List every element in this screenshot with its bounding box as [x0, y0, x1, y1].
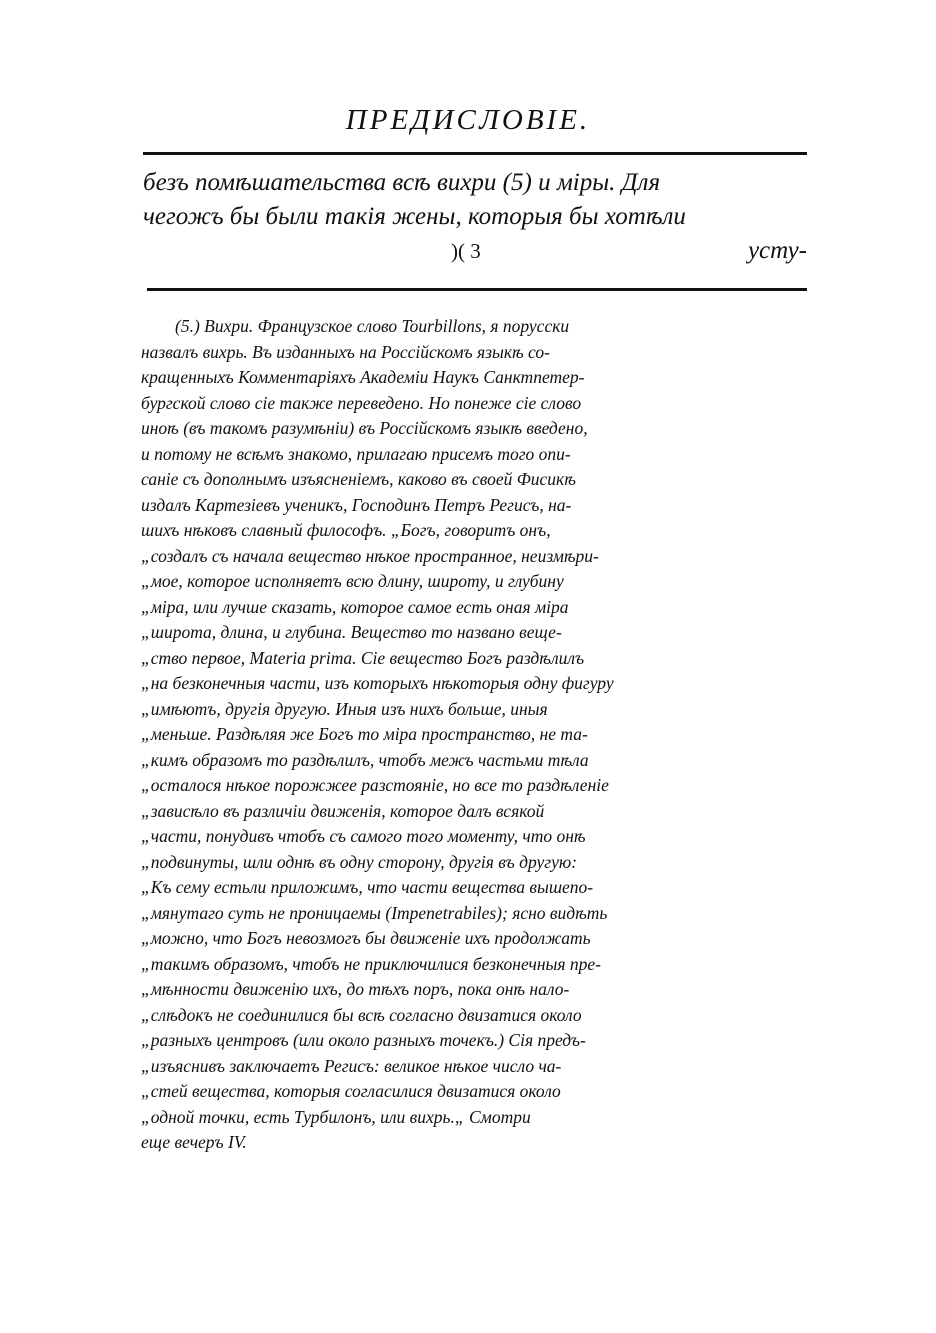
footnote-line: [141, 620, 807, 646]
main-text-line-1-text: безъ помѣшательства всѣ вихри (5) и міры. Для: [143, 169, 661, 196]
footnote-line-text: кращенныхъ Комментаріяхъ Академіи Наукъ Санктпетер-: [141, 367, 585, 387]
footnote-line-text: „зависѣло въ различіи движенія, которое далъ всякой: [141, 800, 545, 821]
footnote-line-text: „такимъ образомъ, чтобъ не приключилися безконечныя пре-: [141, 953, 601, 974]
footnote-line-text: „осталося нѣкое порожжее разстояніе, но все то раздѣленіе: [141, 775, 609, 795]
footnote-line-text: еще вечеръ IV.: [141, 1132, 247, 1152]
footnote-line-text: „меньше. Раздѣляя же Богъ то міра пространство, не та-: [141, 724, 588, 744]
footnote-line: [141, 518, 807, 544]
footnote-line-text: „слѣдокъ не соединилися бы всѣ согласно двизатися около: [141, 1004, 582, 1025]
footnote: [141, 314, 807, 1156]
footnote-line: [141, 314, 807, 340]
footnote-line-text: „на безконечныя части, изъ которыхъ нѣкоторыя одну фигуру: [141, 673, 614, 693]
main-text-line-2-text: чегожъ бы были такія жены, которыя бы хотѣли: [143, 203, 686, 230]
footnote-line: [141, 646, 807, 672]
footnote-line-text: шихъ нѣковъ славный философъ. „Богъ, говоритъ онъ,: [141, 520, 551, 540]
footnote-line-text: „имѣютъ, другія другую. Иныя изъ нихъ больше, иныя: [141, 698, 548, 719]
footnote-line-text: (5.) Вихри. Французское слово Tourbillons, я порусски: [175, 316, 570, 336]
footnote-line: [141, 1130, 807, 1156]
footnote-line: [141, 748, 807, 774]
footnote-line: [141, 875, 807, 901]
main-text-line-1: [143, 166, 807, 200]
footnote-line-text: саніе съ дополнымъ изъясненіемъ, каково въ своей Фисикѣ: [141, 469, 576, 489]
footnote-line-text: „широта, длина, и глубина. Вещество то названо веще-: [141, 622, 562, 642]
footnote-line: [141, 1105, 807, 1131]
footnote-line: [141, 365, 807, 391]
footnote-line-text: иноѣ (въ такомъ разумѣніи) въ Россійскомъ языкѣ введено,: [141, 418, 588, 438]
footnote-line-text: „кимъ образомъ то раздѣлилъ, чтобъ межъ частьми тѣла: [141, 749, 589, 770]
footnote-line: [141, 901, 807, 927]
footnote-line: [141, 467, 807, 493]
footnote-line-text: „стей вещества, которыя согласилися двизатися около: [141, 1081, 561, 1101]
footnote-line-text: „мое, которое исполняетъ всю длину, широту, и глубину: [141, 571, 564, 591]
footnote-line-text: бургской слово сіе также переведено. Но понеже сіе слово: [141, 392, 582, 413]
footnote-line: [141, 697, 807, 723]
footnote-line: [141, 1079, 807, 1105]
footnote-line: [141, 391, 807, 417]
footnote-line: [141, 544, 807, 570]
footnote-line-text: „создалъ съ начала вещество нѣкое пространное, неизмѣри-: [141, 545, 599, 566]
signature-line: [143, 234, 807, 268]
footnote-line: [141, 850, 807, 876]
footnote-line-text: издалъ Картезіевъ ученикъ, Господинъ Петръ Регисъ, на-: [141, 494, 572, 515]
footnote-line-text: „міра, или лучше сказать, которое самое есть оная міра: [141, 596, 569, 617]
footnote-line: [141, 952, 807, 978]
footnote-line: [141, 977, 807, 1003]
footnote-line-text: „можно, что Богъ невозмогъ бы движеніе ихъ продолжать: [141, 928, 591, 948]
footnote-line-text: „одной точки, есть Турбилонъ, или вихрь.„ Смотри: [141, 1106, 531, 1127]
footnote-line: [141, 671, 807, 697]
footnote-line: [141, 416, 807, 442]
footnote-line-text: „ство первое, Materia prima. Сіе вещество Богъ раздѣлилъ: [141, 647, 585, 668]
footnote-line-text: „мѣнности движенію ихъ, до тѣхъ поръ, пока онѣ нало-: [141, 979, 570, 999]
main-text-line-2: [143, 200, 807, 234]
footnote-line: [141, 773, 807, 799]
footnote-line-text: „мянутаго суть не проницаемы (Impenetrabiles); ясно видѣть: [141, 902, 608, 923]
footnote-line: [141, 722, 807, 748]
footnote-line: [141, 1003, 807, 1029]
footnote-line-text: „Къ сему естьли приложимъ, что части вещества вышепо-: [141, 877, 594, 897]
footnote-line: [141, 1054, 807, 1080]
footnote-rule: [147, 288, 807, 291]
signature-mark: )( 3: [451, 239, 481, 263]
main-text: [143, 166, 807, 268]
footnote-line-text: назвалъ вихрь. Въ изданныхъ на Россійскомъ языкѣ со-: [141, 341, 550, 362]
footnote-line: [141, 799, 807, 825]
footnote-line: [141, 595, 807, 621]
catchword: усту-: [747, 237, 807, 264]
running-head: ПРЕДИСЛОВІЕ.: [345, 104, 591, 136]
footnote-line: [141, 926, 807, 952]
footnote-line-text: и потому не всѣмъ знакомо, прилагаю присемъ того опи-: [141, 443, 571, 464]
footnote-line: [141, 493, 807, 519]
header-rule: [143, 152, 807, 155]
footnote-line-text: „подвинуты, шли однѣ въ одну сторону, другія въ другую:: [141, 851, 578, 872]
footnote-line: [141, 340, 807, 366]
footnote-line-text: „изъяснивъ заключаетъ Регисъ: великое нѣкое число ча-: [141, 1055, 562, 1076]
footnote-line: [141, 569, 807, 595]
footnote-line: [141, 824, 807, 850]
footnote-line: [141, 1028, 807, 1054]
footnote-line: [141, 442, 807, 468]
footnote-line-text: „части, понудивъ чтобъ съ самого того моменту, что онѣ: [141, 826, 586, 846]
footnote-line-text: „разныхъ центровъ (или около разныхъ точекъ.) Сія предъ-: [141, 1030, 586, 1050]
